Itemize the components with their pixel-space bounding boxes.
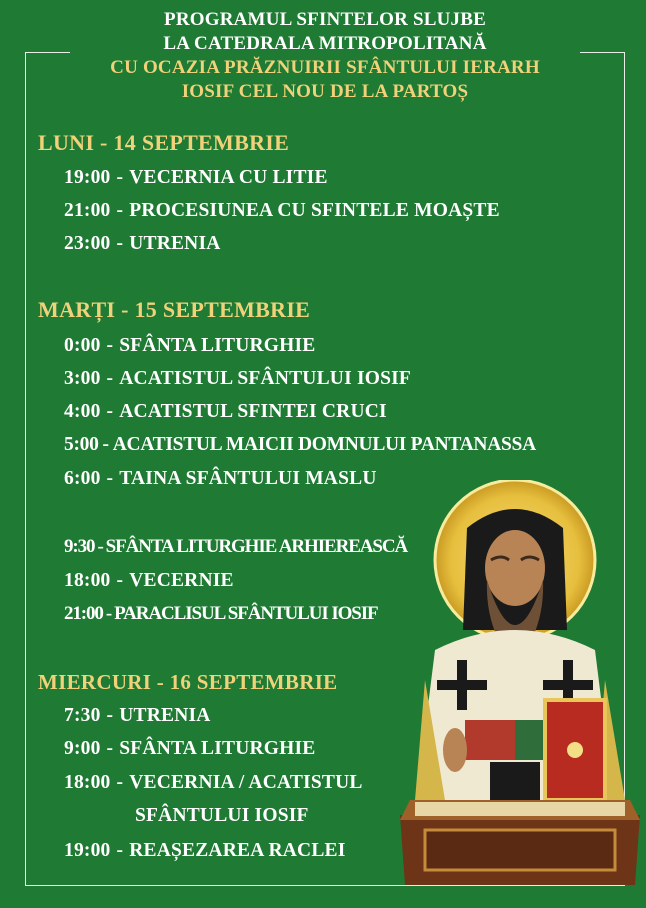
schedule-row (64, 200, 500, 222)
time: 21:00 (64, 200, 111, 221)
event: SFÂNTA LITURGHIE (119, 335, 316, 356)
schedule-row (64, 840, 346, 862)
dash: - (116, 167, 124, 188)
event: UTRENIA (119, 705, 211, 726)
time: 21:00 (64, 603, 103, 624)
dash: - (106, 368, 114, 389)
schedule-row (64, 738, 316, 760)
schedule-row (64, 368, 411, 390)
schedule-row (64, 603, 378, 625)
event: ACATISTUL SFÂNTULUI IOSIF (119, 368, 412, 389)
schedule-row (64, 705, 211, 727)
time: 5:00 (64, 434, 99, 455)
time: 6:00 (64, 468, 101, 489)
saint-icon (395, 480, 645, 900)
schedule-row (64, 570, 234, 592)
header-line-3: CU OCAZIA PRĂZNUIRII SFÂNTULUI IERARH (110, 57, 540, 78)
header-line-2: LA CATEDRALA MITROPOLITANĂ (163, 33, 487, 54)
time: 19:00 (64, 167, 111, 188)
dash: - (116, 233, 124, 254)
header-line-1: PROGRAMUL SFINTELOR SLUJBE (164, 9, 486, 30)
dash: - (116, 570, 124, 591)
time: 3:00 (64, 368, 101, 389)
event: TAINA SFÂNTULUI MASLU (119, 468, 377, 489)
dash: - (116, 772, 124, 793)
schedule-row (64, 401, 387, 423)
schedule-row (64, 233, 221, 255)
time: 7:30 (64, 705, 101, 726)
dash: - (116, 200, 124, 221)
dash: - (106, 401, 114, 422)
time: 23:00 (64, 233, 111, 254)
header-line-4: IOSIF CEL NOU DE LA PARTOȘ (181, 81, 469, 102)
day-title-monday: LUNI - 14 SEPTEMBRIE (38, 130, 290, 155)
time: 9:00 (64, 738, 101, 759)
event: VECERNIA / ACATISTUL (129, 772, 363, 793)
dash: - (106, 705, 114, 726)
event: SFÂNTA LITURGHIE ARHIEREASCĂ (105, 536, 408, 557)
day-title-wednesday: MIERCURI - 16 SEPTEMBRIE (38, 670, 338, 694)
schedule-row (64, 434, 536, 456)
schedule-row (64, 335, 316, 357)
event: VECERNIA CU LITIE (129, 167, 328, 188)
event: PARACLISUL SFÂNTULUI IOSIF (114, 603, 378, 624)
time: 0:00 (64, 335, 101, 356)
event: PROCESIUNEA CU SFINTELE MOAȘTE (129, 200, 500, 221)
time: 19:00 (64, 840, 111, 861)
event: ACATISTUL MAICII DOMNULUI PANTANASSA (112, 434, 536, 455)
day-title-tuesday: MARȚI - 15 SEPTEMBRIE (38, 297, 311, 322)
schedule-row (64, 468, 377, 490)
dash: - (116, 840, 124, 861)
dash: - (105, 603, 112, 624)
time: 9:30 (64, 536, 95, 557)
schedule-row-continuation: SFÂNTULUI IOSIF (135, 805, 309, 826)
dash: - (102, 434, 109, 455)
dash: - (97, 536, 103, 557)
schedule-row (64, 772, 363, 794)
dash: - (106, 468, 114, 489)
time: 18:00 (64, 772, 111, 793)
event: VECERNIE (129, 570, 234, 591)
event: ACATISTUL SFINTEI CRUCI (119, 401, 387, 422)
event: REAȘEZAREA RACLEI (129, 840, 346, 861)
dash: - (106, 738, 114, 759)
schedule-row (64, 536, 407, 558)
time: 4:00 (64, 401, 101, 422)
dash: - (106, 335, 114, 356)
page-header (70, 8, 580, 104)
schedule-row (64, 167, 328, 189)
time: 18:00 (64, 570, 111, 591)
event: UTRENIA (129, 233, 221, 254)
event: SFÂNTA LITURGHIE (119, 738, 316, 759)
